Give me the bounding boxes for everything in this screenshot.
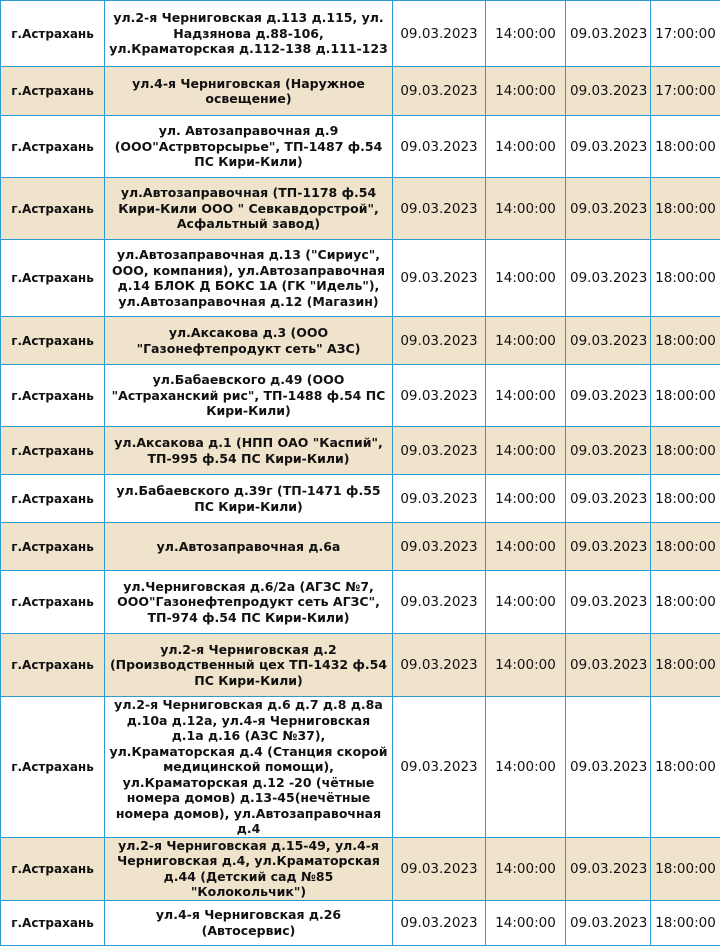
city-cell: г.Астрахань: [1, 240, 105, 317]
start-time-cell: 14:00:00: [486, 317, 566, 365]
address-cell: ул.2-я Черниговская д.15-49, ул.4-я Черниговская д.4, ул.Краматорская д.44 (Детский сад №85 "Колокольчик"): [105, 837, 393, 900]
table-row: [1, 634, 720, 697]
start-date-cell: 09.03.2023: [393, 1, 486, 67]
start-date-cell: 09.03.2023: [393, 67, 486, 116]
end-time-cell: 18:00:00: [651, 900, 720, 945]
table-row: [1, 427, 720, 475]
city-cell: г.Астрахань: [1, 178, 105, 240]
end-date-cell: 09.03.2023: [566, 571, 651, 634]
city-cell: г.Астрахань: [1, 116, 105, 178]
start-time-cell: 14:00:00: [486, 837, 566, 900]
start-time-cell: 14:00:00: [486, 67, 566, 116]
table-row: [1, 365, 720, 427]
address-cell: ул.2-я Черниговская д.2 (Производственный цех ТП-1432 ф.54 ПС Кири-Кили): [105, 634, 393, 697]
table-row: [1, 178, 720, 240]
table-row: [1, 317, 720, 365]
end-date-cell: 09.03.2023: [566, 427, 651, 475]
address-cell: ул.Автозаправочная д.6а: [105, 523, 393, 571]
end-time-cell: 18:00:00: [651, 837, 720, 900]
start-time-cell: 14:00:00: [486, 634, 566, 697]
address-cell: ул.4-я Черниговская д.26 (Автосервис): [105, 900, 393, 945]
start-date-cell: 09.03.2023: [393, 475, 486, 523]
end-time-cell: 18:00:00: [651, 634, 720, 697]
start-time-cell: 14:00:00: [486, 523, 566, 571]
end-date-cell: 09.03.2023: [566, 365, 651, 427]
end-time-cell: 17:00:00: [651, 1, 720, 67]
end-time-cell: 18:00:00: [651, 317, 720, 365]
end-time-cell: 18:00:00: [651, 116, 720, 178]
start-date-cell: 09.03.2023: [393, 571, 486, 634]
end-time-cell: 17:00:00: [651, 67, 720, 116]
address-cell: ул.Бабаевского д.39г (ТП-1471 ф.55 ПС Кири-Кили): [105, 475, 393, 523]
end-time-cell: 18:00:00: [651, 571, 720, 634]
city-cell: г.Астрахань: [1, 1, 105, 67]
end-time-cell: 18:00:00: [651, 523, 720, 571]
table-row: [1, 571, 720, 634]
end-date-cell: 09.03.2023: [566, 240, 651, 317]
table-row: [1, 1, 720, 67]
end-time-cell: 18:00:00: [651, 697, 720, 838]
start-time-cell: 14:00:00: [486, 365, 566, 427]
address-cell: ул.2-я Черниговская д.113 д.115, ул. Надзянова д.88-106, ул.Краматорская д.112-138 д.111-123: [105, 1, 393, 67]
city-cell: г.Астрахань: [1, 365, 105, 427]
start-date-cell: 09.03.2023: [393, 697, 486, 838]
start-time-cell: 14:00:00: [486, 427, 566, 475]
address-cell: ул.Аксакова д.1 (НПП ОАО "Каспий", ТП-995 ф.54 ПС Кири-Кили): [105, 427, 393, 475]
start-time-cell: 14:00:00: [486, 900, 566, 945]
start-time-cell: 14:00:00: [486, 1, 566, 67]
city-cell: г.Астрахань: [1, 634, 105, 697]
city-cell: г.Астрахань: [1, 571, 105, 634]
outage-table-body: [1, 1, 720, 946]
address-cell: ул.4-я Черниговская (Наружное освещение): [105, 67, 393, 116]
end-time-cell: 18:00:00: [651, 240, 720, 317]
city-cell: г.Астрахань: [1, 475, 105, 523]
table-row: [1, 116, 720, 178]
start-date-cell: 09.03.2023: [393, 240, 486, 317]
end-date-cell: 09.03.2023: [566, 697, 651, 838]
city-cell: г.Астрахань: [1, 837, 105, 900]
start-time-cell: 14:00:00: [486, 240, 566, 317]
end-date-cell: 09.03.2023: [566, 900, 651, 945]
end-date-cell: 09.03.2023: [566, 67, 651, 116]
table-row: [1, 523, 720, 571]
start-time-cell: 14:00:00: [486, 178, 566, 240]
start-date-cell: 09.03.2023: [393, 178, 486, 240]
end-date-cell: 09.03.2023: [566, 837, 651, 900]
city-cell: г.Астрахань: [1, 427, 105, 475]
start-date-cell: 09.03.2023: [393, 837, 486, 900]
start-time-cell: 14:00:00: [486, 475, 566, 523]
city-cell: г.Астрахань: [1, 317, 105, 365]
address-cell: ул.Бабаевского д.49 (ООО "Астраханский рис", ТП-1488 ф.54 ПС Кири-Кили): [105, 365, 393, 427]
start-date-cell: 09.03.2023: [393, 365, 486, 427]
end-time-cell: 18:00:00: [651, 427, 720, 475]
start-date-cell: 09.03.2023: [393, 523, 486, 571]
address-cell: ул.Автозаправочная д.13 ("Сириус", ООО, компания), ул.Автозаправочная д.14 БЛОК Д БОКС 1А (ГК "Идель"), ул.Автозаправочная д.12 (Магазин): [105, 240, 393, 317]
table-row: [1, 837, 720, 900]
table-row: [1, 240, 720, 317]
city-cell: г.Астрахань: [1, 697, 105, 838]
end-date-cell: 09.03.2023: [566, 634, 651, 697]
address-cell: ул.Автозаправочная (ТП-1178 ф.54 Кири-Кили ООО " Севкавдорстрой", Асфальтный завод): [105, 178, 393, 240]
table-row: [1, 475, 720, 523]
end-date-cell: 09.03.2023: [566, 317, 651, 365]
start-date-cell: 09.03.2023: [393, 116, 486, 178]
end-time-cell: 18:00:00: [651, 178, 720, 240]
address-cell: ул.2-я Черниговская д.6 д.7 д.8 д.8а д.10а д.12а, ул.4-я Черниговская д.1а д.16 (АЗС №37), ул.Краматорская д.4 (Станция скорой медицинской помощи), ул.Краматорская д.12 -20 (чётные номера домов) д.13-45(нечётные номера домов), ул.Автозаправочная д.4: [105, 697, 393, 838]
start-time-cell: 14:00:00: [486, 116, 566, 178]
end-time-cell: 18:00:00: [651, 475, 720, 523]
end-date-cell: 09.03.2023: [566, 1, 651, 67]
end-date-cell: 09.03.2023: [566, 116, 651, 178]
table-row: [1, 697, 720, 838]
city-cell: г.Астрахань: [1, 523, 105, 571]
start-date-cell: 09.03.2023: [393, 427, 486, 475]
start-date-cell: 09.03.2023: [393, 634, 486, 697]
address-cell: ул. Автозаправочная д.9 (ООО"Астрвторсырье", ТП-1487 ф.54 ПС Кири-Кили): [105, 116, 393, 178]
address-cell: ул.Черниговская д.6/2а (АГЗС №7, ООО"Газонефтепродукт сеть АГЗС", ТП-974 ф.54 ПС Кири-Кили): [105, 571, 393, 634]
table-row: [1, 67, 720, 116]
end-date-cell: 09.03.2023: [566, 475, 651, 523]
city-cell: г.Астрахань: [1, 67, 105, 116]
end-time-cell: 18:00:00: [651, 365, 720, 427]
city-cell: г.Астрахань: [1, 900, 105, 945]
address-cell: ул.Аксакова д.3 (ООО "Газонефтепродукт сеть" АЗС): [105, 317, 393, 365]
start-time-cell: 14:00:00: [486, 571, 566, 634]
start-time-cell: 14:00:00: [486, 697, 566, 838]
end-date-cell: 09.03.2023: [566, 178, 651, 240]
table-row: [1, 900, 720, 945]
start-date-cell: 09.03.2023: [393, 900, 486, 945]
start-date-cell: 09.03.2023: [393, 317, 486, 365]
end-date-cell: 09.03.2023: [566, 523, 651, 571]
